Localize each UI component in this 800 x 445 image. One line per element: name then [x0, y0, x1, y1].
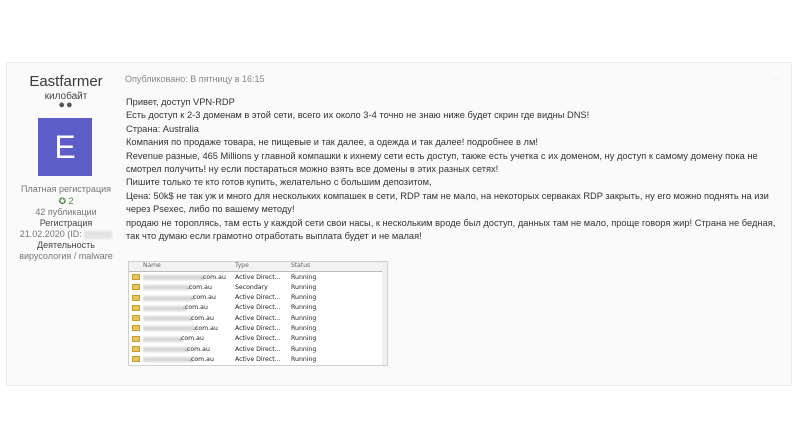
scrollbar [382, 262, 387, 365]
redacted-domain [143, 337, 183, 342]
dns-zone-row [129, 272, 387, 282]
reputation-value: 2 [68, 196, 74, 206]
dns-table-body [129, 272, 387, 365]
post-line: Revenue разные, 465 Millions у главной компашки к ихнему сети есть доступ, также есть учетка с их доменом, ну доступ к самому домену пока не смотрел получить! ну если постараться можно взять все домены в этих разных сетях! [126, 150, 758, 175]
zone-name: .com.au [183, 304, 208, 312]
dns-zone-row [129, 344, 387, 354]
zone-name: .com.au [193, 324, 218, 332]
post-line: Пишите только те кто готов купить, желательно с большим депозитом, [126, 177, 432, 188]
folder-icon [132, 325, 140, 331]
post-line: Компания по продаже товара, не пищевые и так далее, а одежда и так далее! подробнее в лм! [126, 137, 538, 148]
folder-icon [132, 274, 140, 280]
dns-zone-row [129, 282, 387, 292]
redacted-domain [143, 326, 197, 331]
zone-name: .com.au [189, 355, 214, 363]
author-name-link[interactable]: Eastfarmer [29, 73, 103, 90]
redacted-domain [143, 316, 193, 321]
dns-screenshot-image [128, 261, 388, 366]
zone-type: Active Direct... [235, 324, 281, 332]
zone-status: Running [291, 335, 317, 343]
dns-zone-row [129, 303, 387, 313]
zone-status: Running [291, 294, 317, 302]
author-rank: килобайт [44, 91, 88, 102]
redacted-domain [143, 296, 195, 301]
post-line: Цена: 50k$ не так уж и много для нескольких компашек в сети, RDP там не мало, на некоторых серваках RDP закрыть, ну его можно поднять на изи через Psexec, либо по вашему методу! [126, 190, 769, 215]
forum-post [6, 62, 792, 386]
activity-value: вирусология / malware [19, 251, 113, 261]
redacted-domain [143, 357, 193, 362]
registered-date-text: 21.02.2020 (ID: [19, 229, 82, 239]
zone-status: Running [291, 324, 317, 332]
post-content [126, 96, 776, 243]
zone-status: Running [291, 314, 317, 322]
post-count: 42 публикации [35, 207, 97, 217]
share-icon[interactable]: ⋯ [771, 74, 781, 85]
zone-type: Active Direct... [235, 304, 281, 312]
zone-status: Running [291, 355, 317, 363]
zone-status: Running [291, 304, 317, 312]
redacted-domain [143, 347, 189, 352]
redacted-domain [143, 285, 191, 290]
redacted-domain [143, 275, 205, 280]
post-line: Есть доступ к 2-3 доменам в этой сети, всего их около 3-4 точно не знаю ниже будет скрин где видны DNS! [126, 110, 590, 121]
zone-type: Active Direct... [235, 273, 281, 281]
member-group: Платная регистрация [20, 184, 111, 194]
folder-icon [132, 315, 140, 321]
column-type-header: Type [235, 262, 249, 269]
folder-icon [132, 284, 140, 290]
redacted-id [84, 231, 112, 239]
registered-label: Регистрация [39, 218, 93, 228]
zone-status: Running [291, 283, 317, 291]
folder-icon [132, 295, 140, 301]
author-panel [7, 63, 125, 385]
rank-dots-icon: ●● [58, 99, 74, 111]
zone-type: Active Direct... [235, 314, 281, 322]
dns-zone-row [129, 323, 387, 333]
zone-type: Active Direct... [235, 355, 281, 363]
reputation-badge [7, 196, 125, 207]
dns-zone-row [129, 313, 387, 323]
registered-date [7, 229, 125, 240]
zone-status: Running [291, 345, 317, 353]
zone-name: .com.au [191, 294, 216, 302]
dns-table-header [129, 262, 387, 272]
post-line: продаю не тороплясь, там есть у каждой сети свои насы, к нескольким вроде был доступ, данных там не мало, проще говоря жир! Страна не бедная, так что думаю если грамотно отработать выплата будет и не малая! [126, 217, 776, 242]
dns-zone-row [129, 354, 387, 364]
folder-icon [132, 336, 140, 342]
dns-zone-row [129, 334, 387, 344]
folder-icon [132, 305, 140, 311]
zone-name: .com.au [179, 335, 204, 343]
activity-label: Деятельность [37, 240, 95, 250]
zone-name: .com.au [189, 314, 214, 322]
folder-icon [132, 346, 140, 352]
zone-type: Secondary [235, 283, 268, 291]
post-date[interactable]: Опубликовано: В пятницу в 16:15 [125, 74, 265, 84]
folder-icon [132, 356, 140, 362]
dns-zone-row [129, 293, 387, 303]
zone-type: Active Direct... [235, 335, 281, 343]
redacted-domain [143, 306, 187, 311]
zone-status: Running [291, 273, 317, 281]
column-status-header: Status [291, 262, 311, 269]
avatar[interactable]: E [38, 118, 92, 176]
zone-type: Active Direct... [235, 294, 281, 302]
column-name-header: Name [143, 262, 161, 269]
reputation-icon: ✪ [58, 196, 69, 206]
zone-name: .com.au [185, 345, 210, 353]
zone-name: .com.au [187, 283, 212, 291]
post-line: Страна: Australia [126, 123, 199, 134]
zone-type: Active Direct... [235, 345, 281, 353]
zone-name: .com.au [201, 273, 226, 281]
post-line: Привет, доступ VPN-RDP [126, 97, 235, 107]
